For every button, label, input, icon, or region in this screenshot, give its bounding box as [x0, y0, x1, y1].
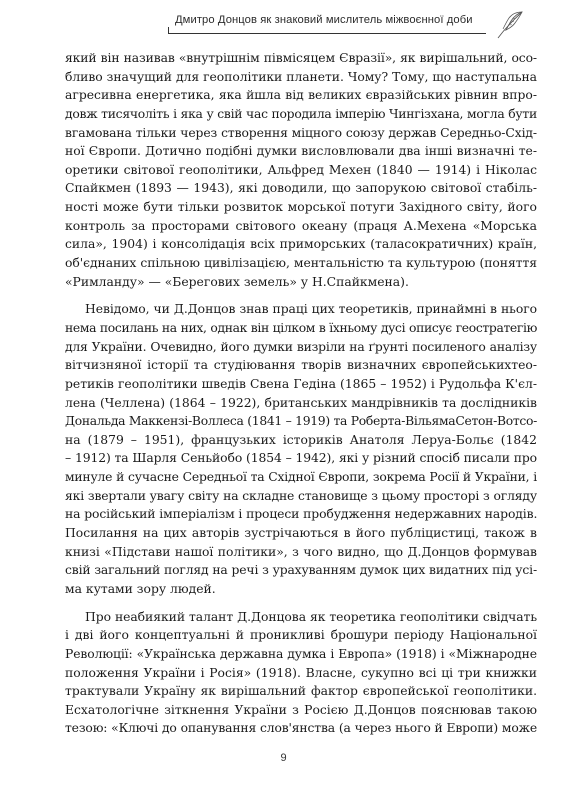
text-line: бливо значущий для геополітики планети. Чому? Тому, що наступальна	[65, 69, 537, 84]
paragraph-spacer	[65, 599, 537, 608]
paragraph-1	[65, 49, 537, 291]
text-line: лена (Челлена) (1864 – 1922), британських мандрівників та дослідників	[65, 395, 537, 410]
text-line: ретиків геополітики шведів Свена Гедіна (1865 – 1952) і Рудольфа К'єл-	[65, 376, 537, 391]
text-line: трактували Україну як вирішальний фактор європейської геополітики.	[65, 684, 537, 699]
text-line: і дві його концептуальні й проникливі брошури періоду Національної	[65, 628, 537, 643]
text-line: нема посилань на них, однак він цілком в їхньому дусі описує геостратегію	[65, 320, 537, 335]
text-line: вітчизняної історії та студіювання творів визначних європейськихтео-	[65, 358, 537, 373]
text-line: положення України і Росія» (1918). Власне, сукупно всі ці три книжки	[65, 665, 537, 680]
header-rule	[168, 33, 486, 34]
feather-quill-icon	[492, 6, 528, 42]
text-line: оретики світової геополітики, Альфред Мехен (1840 — 1914) і Ніколас	[65, 162, 537, 177]
text-line: довж тисячоліть і яка у свій час породила імперію Чингізхана, могла бути	[65, 106, 537, 121]
text-line: для України. Очевидно, його думки визріли на ґрунті посиленого аналізу	[65, 339, 537, 354]
page-number: 9	[280, 752, 287, 764]
text-line: які звертали увагу світу на складне становище з цьому просторі з огляду	[65, 488, 537, 503]
text-line: минуле й сучасне Середньої та Східної Європи, зокрема Росії й України, і	[65, 470, 537, 485]
text-line: Революції: «Українська державна думка і Европа» (1918) і «Міжнародне	[65, 646, 537, 661]
text-line: книзі «Підстави нашої політики», з чого видно, що Д.Донцов формував	[65, 544, 537, 559]
text-line: «Римланду» — «Берегових земель» у Н.Спайкмена).	[65, 274, 409, 289]
text-line: Спайкмен (1893 — 1943), які доводили, що запорукою світової стабіль-	[65, 181, 537, 196]
text-line: об'єднаних спільною цивілізацією, ментальністю та культурою (поняття	[65, 256, 537, 271]
text-line: який він називав «внутрішнім півмісяцем Євразії», як вирішальний, осо-	[65, 51, 537, 65]
text-line: контроль за просторами світового океану (праця А.Мехена «Морська	[65, 218, 537, 233]
text-line: вгамована тільки через створення міцного союзу держав Середньо-Схід-	[65, 125, 537, 140]
text-line: агресивна енергетика, яка йшла від великих євразійських рівнин впро-	[65, 88, 537, 103]
text-line: тезою: «Ключі до опанування слов'янства (а через нього й Европи) може	[65, 721, 537, 736]
text-line: Есхатологічне зіткнення України з Росією Д.Донцов пояснював такою	[65, 702, 537, 717]
text-line: Про неабиякий талант Д.Донцова як теоретика геополітики свідчать	[85, 609, 537, 624]
text-line: Посилання на цих авторів зустрічаються в його публіцистиці, також в	[65, 526, 537, 541]
text-line: на (1879 – 1951), французьких істориків Анатоля Леруа-Больє (1842	[65, 432, 537, 447]
text-line: – 1912) та Шарля Сеньйобо (1854 – 1942), які у різний спосіб писали про	[65, 451, 537, 466]
text-line: ності може бути тільки розвиток морської потуги Західного світу, його	[65, 200, 537, 215]
paragraph-3	[65, 608, 537, 738]
paragraph-spacer	[65, 291, 537, 300]
text-line: ної Європи. Дотично подібні думки висловлювали два інші визначні те-	[65, 144, 537, 159]
text-line: свій загальний погляд на речі з урахуванням думок цих видатних під усі-	[65, 563, 537, 578]
body-text	[65, 49, 537, 738]
text-line: ма кутами зору людей.	[65, 581, 216, 596]
text-line: Невідомо, чи Д.Донцов знав праці цих теоретиків, принаймні в нього	[85, 302, 537, 317]
text-line: Дональда Маккензі-Воллеса (1841 – 1919) та Роберта-ВільямаСетон-Вотсо-	[65, 414, 537, 429]
text-line: на російський імперіалізм і процеси пробудження недержавних народів.	[65, 507, 537, 522]
running-header-title: Дмитро Донцов як знаковий мислитель міжвоєнної доби	[175, 14, 473, 26]
paragraph-2	[65, 300, 537, 598]
text-line: сила», 1904) і консолідація всіх приморських (таласократичних) країн,	[65, 237, 537, 252]
